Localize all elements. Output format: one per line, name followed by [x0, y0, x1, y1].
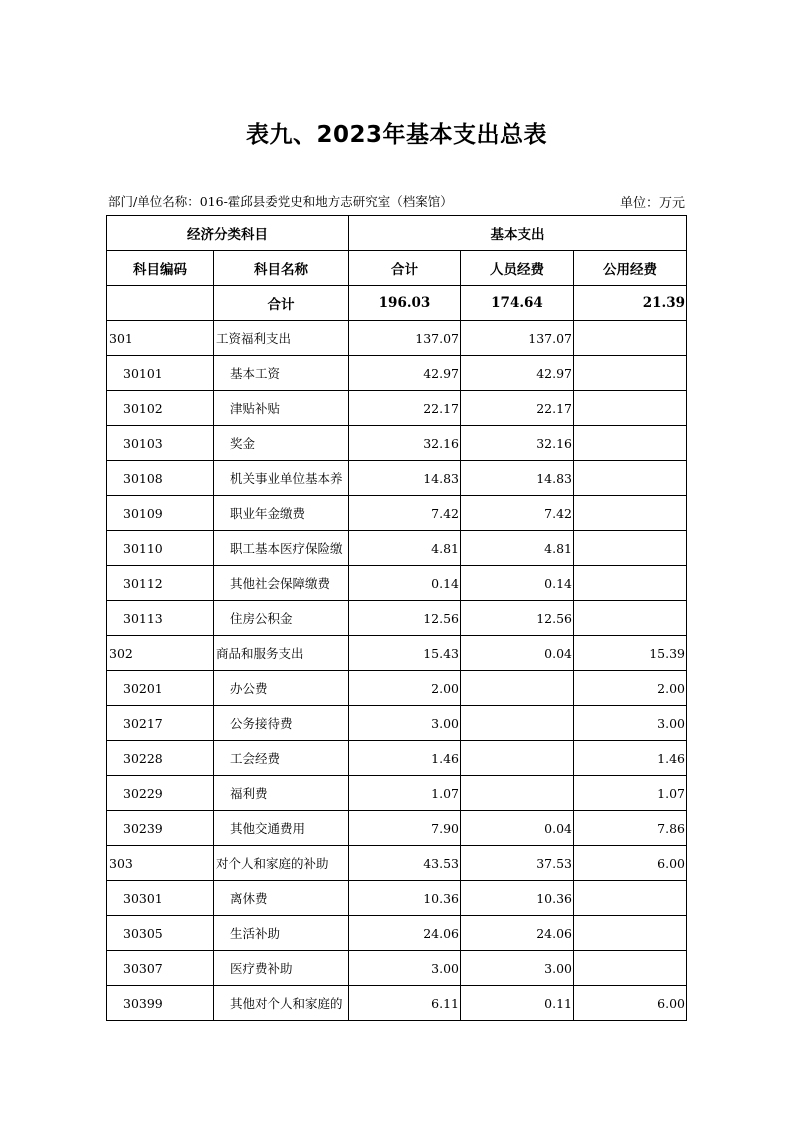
- row-personnel: [461, 671, 574, 706]
- row-name: 职业年金缴费: [214, 496, 349, 531]
- table-row: [107, 916, 687, 951]
- row-total: 3.00: [349, 951, 461, 986]
- row-code: 30239: [107, 811, 214, 846]
- row-name: 津贴补贴: [214, 391, 349, 426]
- row-public: [574, 916, 687, 951]
- row-code: 30301: [107, 881, 214, 916]
- row-total: 6.11: [349, 986, 461, 1021]
- row-name: 奖金: [214, 426, 349, 461]
- header-row-columns: [107, 251, 687, 286]
- header-row-group: [107, 216, 687, 251]
- header-basic-expenditure: 基本支出: [349, 216, 687, 251]
- table-row: [107, 566, 687, 601]
- row-personnel: 22.17: [461, 391, 574, 426]
- unit-name: 部门/单位名称：016-霍邱县委党史和地方志研究室（档案馆）: [108, 194, 453, 209]
- row-public: 1.07: [574, 776, 687, 811]
- row-public: 6.00: [574, 986, 687, 1021]
- row-personnel: 4.81: [461, 531, 574, 566]
- table-row: [107, 356, 687, 391]
- row-name: 医疗费补助: [214, 951, 349, 986]
- row-code: 30109: [107, 496, 214, 531]
- row-personnel: [461, 706, 574, 741]
- row-name: 对个人和家庭的补助: [214, 846, 349, 881]
- table-row: [107, 636, 687, 671]
- row-public: [574, 496, 687, 531]
- row-personnel: 137.07: [461, 321, 574, 356]
- row-code: 30102: [107, 391, 214, 426]
- table-row: [107, 951, 687, 986]
- row-total: 12.56: [349, 601, 461, 636]
- row-personnel: 14.83: [461, 461, 574, 496]
- table-row: [107, 601, 687, 636]
- row-name: 工会经费: [214, 741, 349, 776]
- row-total: 7.42: [349, 496, 461, 531]
- row-name: 生活补助: [214, 916, 349, 951]
- row-name: 其他交通费用: [214, 811, 349, 846]
- header-total: 合计: [349, 251, 461, 286]
- table-row: [107, 776, 687, 811]
- header-name: 科目名称: [214, 251, 349, 286]
- row-public: 2.00: [574, 671, 687, 706]
- row-public: [574, 566, 687, 601]
- row-name: 商品和服务支出: [214, 636, 349, 671]
- row-total: 15.43: [349, 636, 461, 671]
- row-code: 301: [107, 321, 214, 356]
- row-total: 32.16: [349, 426, 461, 461]
- row-name: 公务接待费: [214, 706, 349, 741]
- row-personnel: 12.56: [461, 601, 574, 636]
- table-body: [107, 321, 687, 1021]
- row-code: 30399: [107, 986, 214, 1021]
- row-public: 1.46: [574, 741, 687, 776]
- row-personnel: 37.53: [461, 846, 574, 881]
- row-total: 4.81: [349, 531, 461, 566]
- row-personnel: 0.04: [461, 636, 574, 671]
- row-total: 2.00: [349, 671, 461, 706]
- row-code: 30112: [107, 566, 214, 601]
- unit-label: 单位：万元: [619, 196, 685, 211]
- total-total: 196.03: [349, 286, 461, 321]
- table-row: [107, 741, 687, 776]
- table-row: [107, 986, 687, 1021]
- row-code: 30201: [107, 671, 214, 706]
- row-name: 办公费: [214, 671, 349, 706]
- row-total: 1.46: [349, 741, 461, 776]
- table-row: [107, 671, 687, 706]
- row-personnel: 24.06: [461, 916, 574, 951]
- table-row: [107, 881, 687, 916]
- row-code: 30113: [107, 601, 214, 636]
- row-total: 10.36: [349, 881, 461, 916]
- expenditure-table: [106, 215, 687, 1021]
- table-row: [107, 321, 687, 356]
- row-public: 3.00: [574, 706, 687, 741]
- row-public: [574, 461, 687, 496]
- row-total: 7.90: [349, 811, 461, 846]
- table-row: [107, 811, 687, 846]
- row-code: 30229: [107, 776, 214, 811]
- row-public: [574, 426, 687, 461]
- row-code: 30103: [107, 426, 214, 461]
- total-code: [107, 286, 214, 321]
- total-row: [107, 286, 687, 321]
- row-total: 24.06: [349, 916, 461, 951]
- table-row: [107, 706, 687, 741]
- row-total: 1.07: [349, 776, 461, 811]
- total-public: 21.39: [574, 286, 687, 321]
- row-personnel: 0.14: [461, 566, 574, 601]
- row-name: 离休费: [214, 881, 349, 916]
- row-public: 15.39: [574, 636, 687, 671]
- row-code: 30228: [107, 741, 214, 776]
- header-personnel: 人员经费: [461, 251, 574, 286]
- row-name: 基本工资: [214, 356, 349, 391]
- header-code: 科目编码: [107, 251, 214, 286]
- row-personnel: 3.00: [461, 951, 574, 986]
- row-personnel: 32.16: [461, 426, 574, 461]
- row-name: 工资福利支出: [214, 321, 349, 356]
- header-economic-category: 经济分类科目: [107, 216, 349, 251]
- row-name: 职工基本医疗保险缴: [214, 531, 349, 566]
- row-name: 机关事业单位基本养: [214, 461, 349, 496]
- row-public: [574, 321, 687, 356]
- row-total: 3.00: [349, 706, 461, 741]
- total-name: 合计: [214, 286, 349, 321]
- table-row: [107, 846, 687, 881]
- row-personnel: 0.11: [461, 986, 574, 1021]
- row-personnel: 0.04: [461, 811, 574, 846]
- row-public: [574, 601, 687, 636]
- row-personnel: [461, 741, 574, 776]
- row-code: 30307: [107, 951, 214, 986]
- total-personnel: 174.64: [461, 286, 574, 321]
- row-public: [574, 951, 687, 986]
- row-public: [574, 881, 687, 916]
- table-row: [107, 496, 687, 531]
- row-name: 其他社会保障缴费: [214, 566, 349, 601]
- row-public: 7.86: [574, 811, 687, 846]
- row-personnel: 7.42: [461, 496, 574, 531]
- row-name: 其他对个人和家庭的: [214, 986, 349, 1021]
- row-total: 42.97: [349, 356, 461, 391]
- row-total: 14.83: [349, 461, 461, 496]
- row-name: 住房公积金: [214, 601, 349, 636]
- row-total: 0.14: [349, 566, 461, 601]
- header-public: 公用经费: [574, 251, 687, 286]
- row-code: 30217: [107, 706, 214, 741]
- row-total: 22.17: [349, 391, 461, 426]
- row-personnel: [461, 776, 574, 811]
- row-total: 137.07: [349, 321, 461, 356]
- row-public: [574, 391, 687, 426]
- row-public: [574, 356, 687, 391]
- page-title: 表九、2023年基本支出总表: [245, 122, 547, 148]
- row-public: [574, 531, 687, 566]
- row-personnel: 42.97: [461, 356, 574, 391]
- row-name: 福利费: [214, 776, 349, 811]
- row-total: 43.53: [349, 846, 461, 881]
- row-code: 302: [107, 636, 214, 671]
- table-row: [107, 426, 687, 461]
- table-row: [107, 531, 687, 566]
- row-code: 30110: [107, 531, 214, 566]
- row-public: 6.00: [574, 846, 687, 881]
- table-row: [107, 461, 687, 496]
- row-personnel: 10.36: [461, 881, 574, 916]
- row-code: 30305: [107, 916, 214, 951]
- row-code: 30101: [107, 356, 214, 391]
- row-code: 303: [107, 846, 214, 881]
- row-code: 30108: [107, 461, 214, 496]
- table-row: [107, 391, 687, 426]
